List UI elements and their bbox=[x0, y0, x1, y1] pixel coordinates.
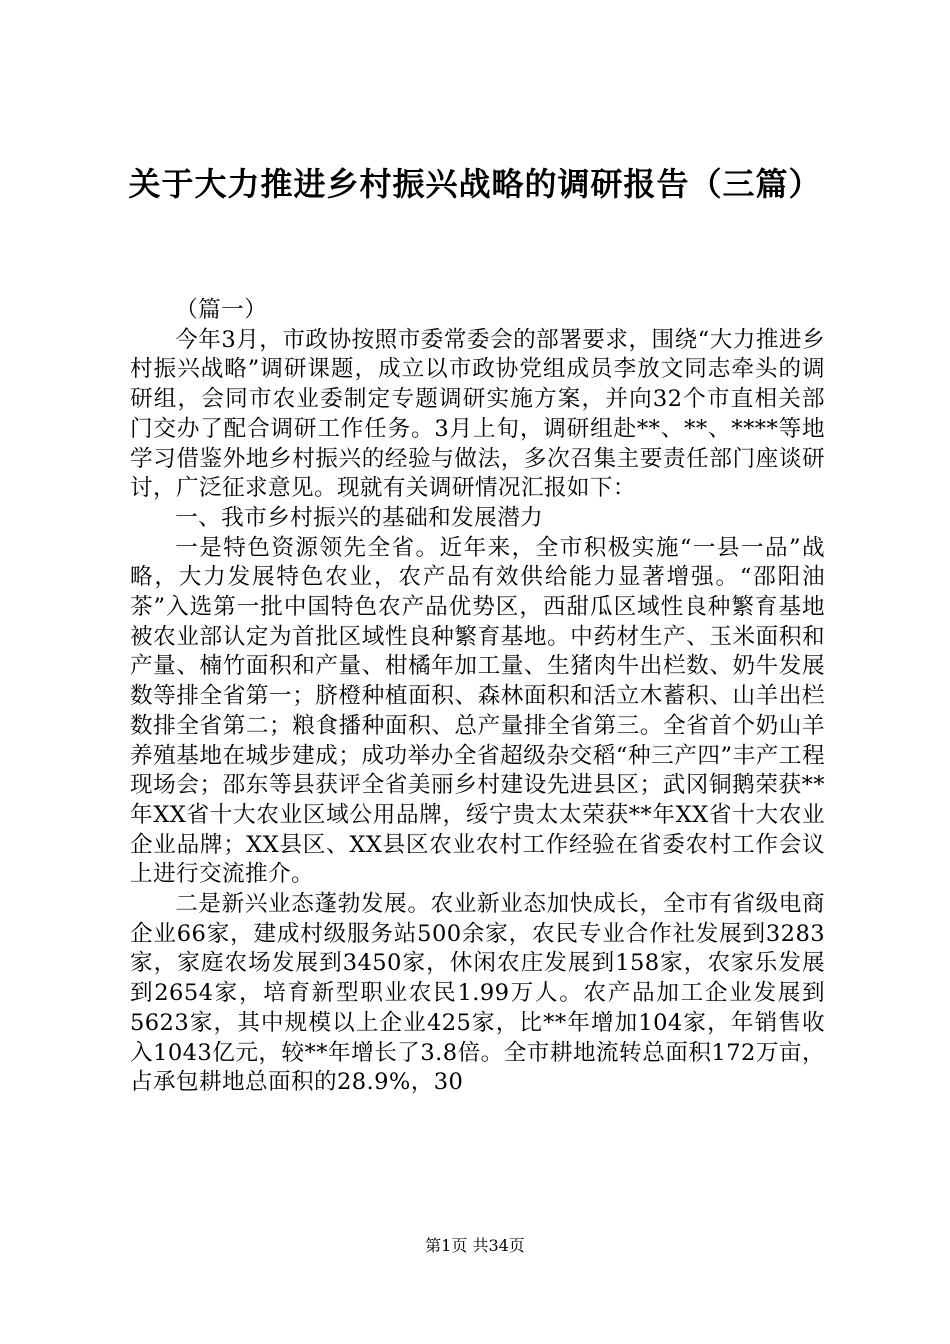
section-label: （篇一） bbox=[175, 297, 268, 323]
paragraph-resources: 一是特色资源领先全省。近年来，全市积极实施“一县一品”战略，大力发展特色农业，农产品有效供给能力显著增强。“邵阳油茶”入选第一批中国特色农产品优势区，西甜瓜区域性良种繁育基地被农业部认定为首批区域性良种繁育基地。中药材生产、玉米面积和产量、楠竹面积和产量、柑橘年加工量、生猪肉牛出栏数、奶牛发展数等排全省第一；脐橙种植面积、森林面积和活立木蓄积、山羊出栏数排全省第二；粮食播种面积、总产量排全省第三。全省首个奶山羊养殖基地在城步建成；成功举办全省超级杂交稻“种三产四”丰产工程现场会；邵东等县获评全省美丽乡村建设先进县区；武冈铜鹅荣获**年XX省十大农业区域公用品牌，绥宁贵太太荣获**年XX省十大农业企业品牌；XX县区、XX县区农业农村工作经验在省委农村工作会议上进行交流推介。 bbox=[130, 534, 825, 888]
page-footer: 第1页 共34页 bbox=[425, 1236, 525, 1255]
document-title: 关于大力推进乡村振兴战略的调研报告（三篇） bbox=[128, 165, 822, 203]
paragraph-new-business: 二是新兴业态蓬勃发展。农业新业态加快成长，全市有省级电商企业66家，建成村级服务站500余家，农民专业合作社发展到3283家，家庭农场发展到3450家，休闲农庄发展到158家，农家乐发展到2654家，培育新型职业农民1.99万人。农产品加工企业发展到5623家，其中规模以上企业425家，比**年增加104家，年销售收入1043亿元，较**年增长了3.8倍。全市耕地流转总面积172万亩，占承包耕地总面积的28.9%，30 bbox=[130, 891, 825, 1096]
document-body bbox=[130, 296, 825, 1098]
section-heading: 一、我市乡村振兴的基础和发展潜力 bbox=[175, 504, 544, 531]
paragraph-intro: 今年3月，市政协按照市委常委会的部署要求，围绕“大力推进乡村振兴战略”调研课题，成立以市政协党组成员李放文同志牵头的调研组，会同市农业委制定专题调研实施方案，并向32个市直相关部门交办了配合调研工作任务。3月上旬，调研组赴**、**、****等地学习借鉴外地乡村振兴的经验与做法，多次召集主要责任部门座谈研讨，广泛征求意见。现就有关调研情况汇报如下： bbox=[130, 326, 825, 502]
